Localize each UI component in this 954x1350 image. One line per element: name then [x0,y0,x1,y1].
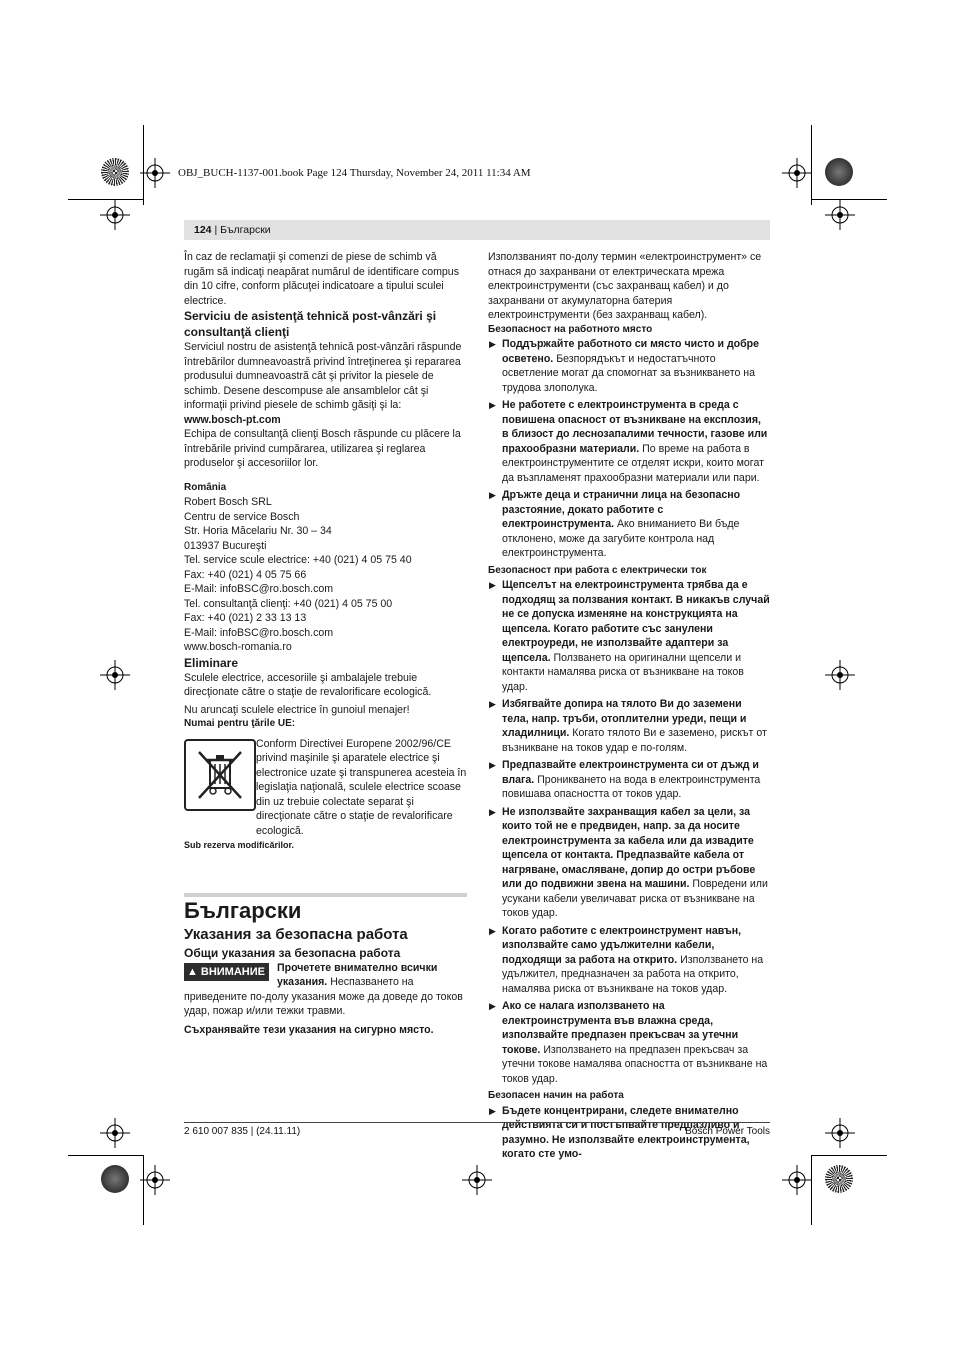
intro-paragraph: În caz de reclamaţii şi comenzi de piese de schimb vă rugăm să indicaţi neapărat numărul de identificare compus din 10 cifre, conform plăcuţei indicatoare a tipului sculei electrice. [184,251,459,307]
general-safety-heading: Общи указания за безопасна работа [184,945,401,960]
bullet-list [488,578,770,1086]
warning-badge [184,963,269,981]
registration-mark-icon [100,660,130,690]
color-calibration-mark-icon [825,158,853,186]
keep-instructions-note: Съхранявайте тези указания на сигурно място. [184,1023,434,1036]
print-info-line: OBJ_BUCH-1137-001.book Page 124 Thursday, November 24, 2011 11:34 AM [178,167,531,179]
bullet-arrow-icon: ▶ [489,1105,496,1116]
registration-mark-icon [100,200,130,230]
registration-mark-icon [782,1165,812,1195]
service-heading: Serviciu de asistenţă tehnică post-vânzări şi consultanţă clienţi [184,309,437,339]
eu-heading: Numai pentru ţările UE: [184,718,296,729]
bullet-item: ▶ Дръжте деца и странични лица на безопасно разстояние, докато работите с електроинструмента. Ако вниманието Ви бъде отклонено, може да загубите контрола над електроинструмента. [489,489,741,559]
section-heading: Безопасен начин на работа [488,1090,624,1101]
address-line: Centru de service Bosch [184,510,300,523]
weee-notice [184,737,467,839]
footer-divider [184,1122,770,1123]
address-line[interactable]: www.bosch-romania.ro [184,641,292,653]
safety-heading: Указания за безопасна работа [184,925,408,943]
header-language: Български [220,224,271,236]
warning-text: Неспазването на приведените по-долу указания може да доведе до токов удар, пожар и/или тежки травми. [184,976,463,1017]
registration-mark-icon [100,1118,130,1148]
right-column [488,250,770,1165]
bullet-arrow-icon: ▶ [489,925,496,936]
header-separator: | [211,224,221,236]
page-header [184,220,770,240]
bullet-arrow-icon: ▶ [489,1001,496,1011]
bullet-list [488,337,770,561]
crop-mark-line [811,1155,887,1156]
page-number: 124 [194,224,212,236]
bullet-item: ▶ Избягвайте допира на тялото Ви до заземени тела, напр. тръби, отоплителни уреди, пещи и хладилници. Когато тялото Ви е заземено, рискът от възникване на токов удар е по-голям. [489,698,767,754]
registration-mark-icon [825,200,855,230]
intro-paragraph: Използваният по-долу термин «електроинструмент» се отнася до захранвани от електрическата мрежа електроинструменти (със захранващ кабел) и до захранвани от акумулаторна батерия електроинструменти (без захранващ кабел). [488,251,762,321]
country-heading: România [184,481,227,493]
disposal-note: Nu aruncaţi sculele electrice în gunoiul menajer! [184,703,410,716]
service-link[interactable]: www.bosch-pt.com [184,413,281,426]
registration-mark-icon [462,1165,492,1195]
section-heading: Безопасност при работа с електрически ток [488,564,707,576]
bullet-arrow-icon: ▶ [489,339,496,349]
address-line[interactable]: E-Mail: infoBSC@ro.bosch.com [184,583,334,595]
registration-mark-icon [140,158,170,188]
warning-block [184,961,467,1019]
bullet-item: ▶ Не работете с електроинструмента в среда с повишена опасност от възникване на експлозия, в близост до леснозапалими течности, газове или прахообразни материали. По време на работа в електроинструментите се отделят искри, които могат да възпламенят прахообразни материали или пари. [489,399,768,484]
bullet-arrow-icon: ▶ [489,490,496,500]
bullet-item: ▶ Не използвайте захранващия кабел за цели, за които той не е предвиден, напр. за да носите електроинструмента за кабела или да извадите щепсела от контакта. Предпазвайте кабела от нагряване, омасляване, допир до остри ръбове или до подвижни звена на машини. Повредени или усукани кабели увеличават риска от възникване на токов удар. [489,805,768,919]
registration-mark-icon [825,1118,855,1148]
color-calibration-mark-icon [101,1165,129,1193]
registration-mark-icon [782,158,812,188]
section-heading: Безопасност на работното място [488,323,653,335]
weee-paragraph: Conform Directivei Europene 2002/96/CE privind maşinile şi aparatele electrice şi electronice uzate şi transpunerea acesteia în legislaţia naţională, sculele electrice scoase din uz trebuie colectate separat şi direcţionate către o staţie de revalorificare ecologică. [256,737,467,837]
crossed-bin-icon [184,739,256,811]
bullet-item: ▶ Когато работите с електроинструмент навън, използвайте само удължителни кабели, подходящи за работа на открито. Използването на удължител, предназначен за работа на открито, намалява риска от възникване на токов удар. [489,924,764,995]
language-title: Български [184,897,302,923]
footer-brand: Bosch Power Tools [685,1126,770,1137]
address-line: 013937 Bucureşti [184,539,267,552]
left-column [184,250,467,1037]
bullet-arrow-icon: ▶ [489,699,496,709]
crop-mark-line [68,1155,144,1156]
warning-bold-text: Прочетете внимателно всички указания. [276,961,438,988]
address-line: Str. Horia Măcelariu Nr. 30 – 34 [184,525,332,537]
bullet-item: ▶ Ако се налага използването на електроинструмента във влажна среда, използвайте предпазен прекъсвач за утечни токове. Използването на предпазен прекъсвач за утечни токове намалява опасността от възникване на токов удар. [489,1000,768,1085]
registration-mark-icon [825,660,855,690]
color-calibration-mark-icon [825,1165,853,1193]
registration-mark-icon [140,1165,170,1195]
bullet-item: ▶ Щепселът на електроинструмента трябва да е подходящ за ползвания контакт. В никакъв случай не се допуска изменяне на конструкцията на щепсела. Когато работите със занулени електроуреди, не използвайте адаптери за щепсела. Ползването на оригинални щепсели и контакти намалява риска от възникване на токов удар. [489,579,770,693]
address-line: Robert Bosch SRL [184,496,272,508]
reserve-note: Sub rezerva modificărilor. [184,840,295,850]
footer-doc-number: 2 610 007 835 | (24.11.11) [184,1126,301,1137]
bullet-arrow-icon: ▶ [489,400,496,410]
consult-paragraph: Echipa de consultanţă clienţi Bosch răspunde cu plăcere la întrebările privind cumpărarea, utilizarea şi reglarea produselor şi accesoriilor lor. [184,428,461,469]
address-block [184,495,467,655]
color-calibration-mark-icon [101,158,129,186]
bullet-arrow-icon: ▶ [489,580,496,590]
bullet-arrow-icon: ▶ [489,760,496,770]
bullet-item: ▶ Бъдете концентрирани, следете внимателно действията си и постъпвайте предпазливо и разумно. Не използвайте електроинструмента, когато сте умо- [489,1104,750,1160]
service-paragraph: Serviciul nostru de asistenţă tehnică post-vânzări răspunde întrebărilor dumneavoastră privind întreţinerea şi repararea produsului dumneavoastră cât şi privitor la piesele de schimb. Desene descompuse ale ansamblelor cât şi informaţii privind piesele de schimb găsiţi şi la: [184,341,462,411]
address-line: Tel. service scule electrice: +40 (021) 4 05 75 40 [184,554,412,566]
warning-triangle-icon: ▲ [187,965,198,978]
disposal-heading: Eliminare [184,655,239,670]
bullet-item: ▶ Поддържайте работното си място чисто и добре осветено. Безпорядъкът и недостатъчното осветление могат да спомогнат за възникването на трудова злополука. [489,338,760,394]
address-line: Fax: +40 (021) 2 33 13 13 [184,612,307,624]
bullet-item: ▶ Предпазвайте електроинструмента си от дъжд и влага. Проникването на вода в електроинструмента повишава опасността от токов удар. [489,759,761,800]
disposal-paragraph: Sculele electrice, accesoriile şi ambalajele trebuie direcţionate către o staţie de revalorificare ecologică. [184,671,432,698]
warning-badge-label: ВНИМАНИЕ [200,965,265,978]
address-line: Tel. consultanţă clienţi: +40 (021) 4 05 75 00 [184,597,393,610]
address-line[interactable]: E-Mail: infoBSC@ro.bosch.com [184,626,334,639]
address-line: Fax: +40 (021) 4 05 75 66 [184,568,307,581]
bullet-arrow-icon: ▶ [489,806,496,817]
